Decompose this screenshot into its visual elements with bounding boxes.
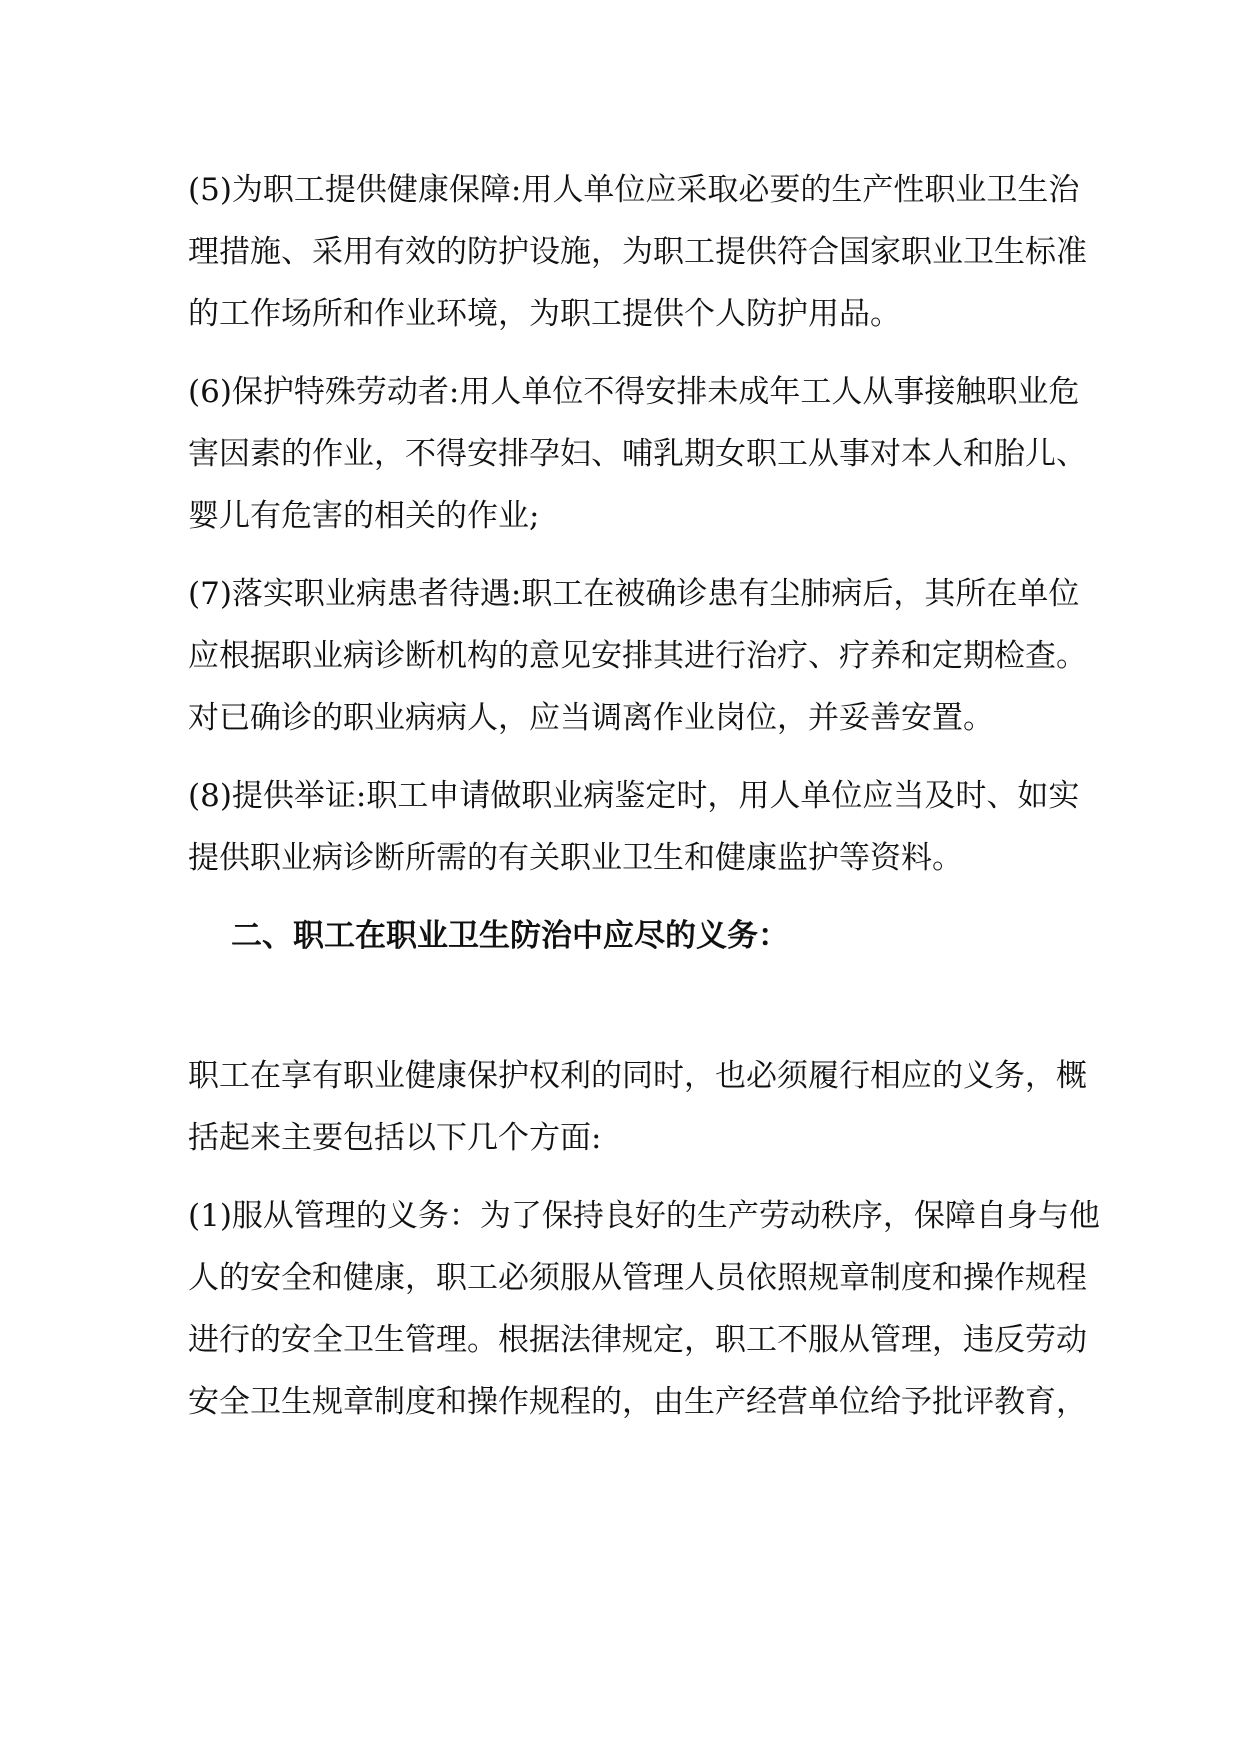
paragraph-7-line-3: 对已确诊的职业病病人，应当调离作业岗位，并妥善安置。 — [188, 700, 994, 736]
paragraph-8-line-2: 提供职业病诊断所需的有关职业卫生和健康监护等资料。 — [188, 840, 963, 876]
duty-1-line-3: 进行的安全卫生管理。根据法律规定，职工不服从管理，违反劳动 — [188, 1322, 1087, 1358]
paragraph-5-line-2: 理措施、采用有效的防护设施，为职工提供符合国家职业卫生标准 — [188, 234, 1087, 270]
paragraph-7-line-1: (7)落实职业病患者待遇:职工在被确诊患有尘肺病后，其所在单位 — [188, 576, 1080, 612]
paragraph-8-line-1: (8)提供举证:职工申请做职业病鉴定时，用人单位应当及时、如实 — [188, 778, 1080, 814]
paragraph-5-line-1: (5)为职工提供健康保障:用人单位应采取必要的生产性职业卫生治 — [188, 172, 1080, 208]
paragraph-6-line-3: 婴儿有危害的相关的作业; — [188, 498, 540, 534]
duty-1-line-2: 人的安全和健康，职工必须服从管理人员依照规章制度和操作规程 — [188, 1260, 1087, 1296]
duty-1-line-4: 安全卫生规章制度和操作规程的，由生产经营单位给予批评教育， — [188, 1384, 1087, 1420]
section-heading: 二、职工在职业卫生防治中应尽的义务： — [231, 918, 789, 954]
paragraph-5-line-3: 的工作场所和作业环境，为职工提供个人防护用品。 — [188, 296, 901, 332]
duty-1-line-1: (1)服从管理的义务：为了保持良好的生产劳动秩序，保障自身与他 — [188, 1198, 1100, 1234]
intro-line-2: 括起来主要包括以下几个方面: — [188, 1120, 602, 1156]
paragraph-7-line-2: 应根据职业病诊断机构的意见安排其进行治疗、疗养和定期检查。 — [188, 638, 1087, 674]
paragraph-6-line-1: (6)保护特殊劳动者:用人单位不得安排未成年工人从事接触职业危 — [188, 374, 1080, 410]
intro-line-1: 职工在享有职业健康保护权利的同时，也必须履行相应的义务，概 — [188, 1058, 1087, 1094]
paragraph-6-line-2: 害因素的作业，不得安排孕妇、哺乳期女职工从事对本人和胎儿、 — [188, 436, 1087, 472]
